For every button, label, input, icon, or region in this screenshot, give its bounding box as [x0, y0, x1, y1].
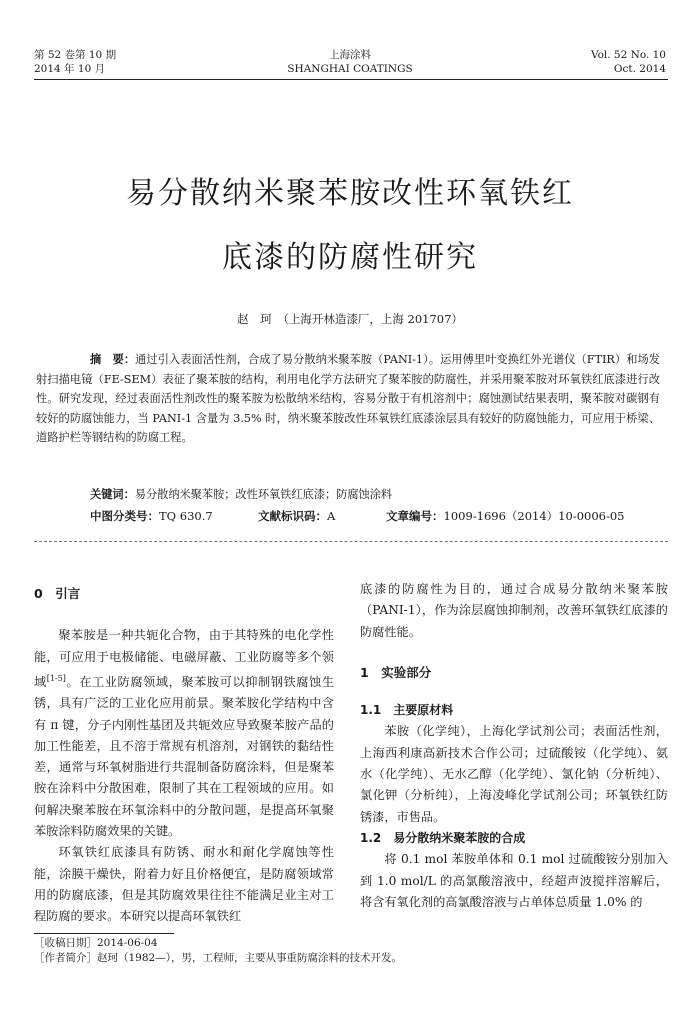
paper-title-line2: 底漆的防腐性研究 [222, 240, 478, 275]
doc-code [258, 508, 335, 524]
volume-issue-en: Vol. 52 No. 10 [590, 49, 666, 61]
article-value: 1009-1696（2014）10-0006-05 [443, 509, 625, 523]
clc-number [90, 508, 213, 524]
abstract [36, 350, 660, 448]
abstract-label: 摘 要： [90, 353, 136, 366]
journal-volume-en [591, 48, 666, 76]
article-number [386, 508, 625, 524]
doc-value: A [327, 509, 336, 523]
doc-label: 文献标识码： [258, 509, 327, 523]
clc-value: TQ 630.7 [159, 509, 213, 523]
header-divider [34, 79, 668, 80]
intro-continuation: 底漆的防腐性为目的，通过合成易分散纳米聚苯胺（PANI-1），作为涂层腐蚀抑制剂，改善环氧铁红底漆的防腐性能。 [360, 582, 668, 639]
left-column [34, 583, 334, 928]
right-column [360, 583, 668, 913]
abstract-divider [34, 541, 668, 542]
clc-label: 中图分类号： [90, 509, 159, 523]
intro-p1-text-b: 。在工业防腐领域，聚苯胺可以抑制钢铁腐蚀生锈，具有广泛的工业化应用前景。聚苯胺化学结构中含有 π 键，分子内刚性基团及共轭效应导致聚苯胺产品的加工性能差，且不溶于常规有机溶剂，对钢铁的黏结性差，通常与环氧树脂进行共混制备防腐涂料，但是聚苯胺在涂料中分散困难，限制了其在工程领域的应用。如何解决聚苯胺在环氧涂料中的分散问题，是提高环氧聚苯胺涂料防腐效果的关键。 [34, 674, 335, 839]
section-introduction-heading: 0 引言 [34, 586, 81, 601]
issue-date: 2014 年 10 月 [34, 63, 106, 75]
article-label: 文章编号： [386, 509, 444, 523]
abstract-text: 通过引入表面活性剂，合成了易分散纳米聚苯胺（PANI-1）。运用傅里叶变换红外光谱仪（FTIR）和场发射扫描电镜（FE-SEM）表征了聚苯胺的结构，利用电化学方法研究了聚苯胺的防腐性，并采用聚苯胺对环氧铁红底漆进行改性。研究发现，经过表面活性剂改性的聚苯胺为松散纳米结构，容易分散于有机溶剂中；腐蚀测试结果表明，聚苯胺对碳钢有较好的防腐蚀能力，当 PANI-1 含量为 3.5% 时，纳米聚苯胺改性环氧铁红底漆涂层具有较好的防腐蚀能力，可应用于桥梁、道路护栏等钢结构的防腐工程。 [36, 353, 660, 445]
synthesis-paragraph: 将 0.1 mol 苯胺单体和 0.1 mol 过硫酸铵分别加入到 1.0 mol/L 的高氯酸溶液中，经超声波搅拌溶解后，将含有氧化剂的高氯酸溶液与占单体总质量 1.0% 的 [360, 852, 668, 909]
subsection-materials-heading: 1.1 主要原材料 [360, 703, 454, 718]
paper-title-line1: 易分散纳米聚苯胺改性环氧铁红 [126, 176, 574, 211]
received-date: ［收稿日期］2014-06-04 [34, 937, 158, 949]
intro-p1-text-a: 聚苯胺是一种共轭化合物，由于其特殊的电化学性能，可应用于电极储能、电磁屏蔽、工业防腐等多个领域 [34, 628, 334, 689]
intro-paragraph-2: 环氧铁红底漆具有防锈、耐水和耐化学腐蚀等性能，涂膜干燥快，附着力好且价格便宜，是防腐领域常用的防腐底漆，但是其防腐效果往往不能满足业主对工程防腐的要求。本研究以提高环氧铁红 [34, 845, 334, 924]
volume-issue: 第 52 卷第 10 期 [34, 49, 117, 61]
intro-paragraph-1 [34, 625, 334, 842]
footnote-divider [34, 933, 174, 934]
author-affiliation: 赵 珂 （上海开林造漆厂，上海 201707） [237, 312, 463, 326]
author-bio: ［作者简介］赵珂（1982—），男，工程师，主要从事重防腐涂料的技术开发。 [34, 952, 402, 964]
subsection-synthesis-heading: 1.2 易分散纳米聚苯胺的合成 [360, 830, 526, 845]
issue-date-en: Oct. 2014 [613, 63, 666, 75]
keywords-text: 易分散纳米聚苯胺；改性环氧铁红底漆；防腐蚀涂料 [134, 488, 393, 501]
keywords [90, 486, 392, 502]
journal-name-en: SHANGHAI COATINGS [287, 63, 413, 75]
materials-paragraph: 苯胺（化学纯），上海化学试剂公司；表面活性剂，上海西利康高新技术合作公司；过硫酸铵（化学纯）、氨水（化学纯）、无水乙醇（化学纯）、氯化钠（分析纯）、氯化钾（分析纯），上海凌峰化学试剂公司；环氧铁红防锈漆，市售品。 [360, 724, 668, 824]
keywords-label: 关键词： [90, 488, 135, 501]
citation-ref: [1-5] [46, 673, 66, 683]
journal-name-cn: 上海涂料 [329, 49, 371, 61]
section-experimental-heading: 1 实验部分 [360, 664, 432, 680]
